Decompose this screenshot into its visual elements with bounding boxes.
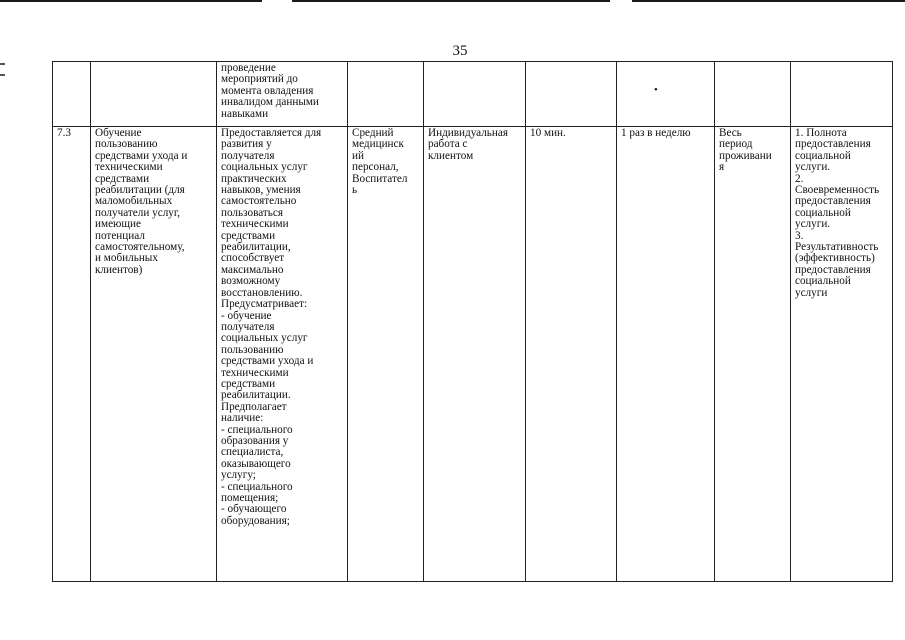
dot-mark: • [654, 84, 658, 96]
margin-mark [0, 74, 5, 76]
text-line: реабилитации (для [95, 184, 185, 197]
text-line: Своевременность [795, 184, 880, 197]
text-line: клиентом [428, 149, 474, 162]
top-border-gap [610, 0, 632, 2]
cell-number [53, 127, 91, 582]
text-line: проживани [719, 149, 772, 162]
text-line: услугу; [221, 469, 256, 482]
cell-staff [348, 127, 424, 582]
text-line: потенциал [95, 229, 145, 242]
text-line: средствами ухода и [221, 355, 314, 368]
text-line: инвалидом данными [221, 96, 319, 109]
text-line: период [719, 138, 753, 151]
cell-description [217, 127, 348, 582]
text-line: техническими [95, 161, 163, 174]
cell-duration [526, 62, 617, 127]
cell-criteria [791, 127, 893, 582]
text-line: средствами ухода и [95, 149, 188, 162]
text-line: 10 мин. [530, 127, 566, 139]
text-line: социальных услуг [221, 332, 308, 345]
cell-service [91, 62, 217, 127]
text-line: получатели услуг, [95, 206, 180, 219]
table-row-7-3 [53, 127, 893, 582]
text-line: предоставления [795, 263, 871, 276]
text-line: практических [221, 172, 287, 185]
text-line: самостоятельно [221, 195, 297, 208]
top-border-gap [262, 0, 292, 2]
text-line: мероприятий до [221, 73, 298, 86]
text-line: - обучающего [221, 503, 287, 516]
cell-form [424, 62, 526, 127]
text-line: получателя [221, 320, 275, 333]
text-line: реабилитации. [221, 389, 291, 402]
text-line: восстановлению. [221, 286, 303, 299]
text-line: реабилитации, [221, 241, 291, 254]
text-line: маломобильных [95, 195, 173, 208]
text-line: пользоваться [221, 206, 283, 219]
text-line: Индивидуальная [428, 127, 509, 139]
text-line: помещения; [221, 492, 279, 504]
text-line: навыков, умения [221, 184, 301, 197]
top-border-line [0, 0, 905, 2]
text-line: образования у [221, 434, 289, 447]
text-line: клиентов) [95, 263, 143, 276]
text-line: Предусматривает: [221, 298, 308, 311]
cell-duration [526, 127, 617, 582]
text-line: социальной [795, 275, 851, 288]
cell-criteria [791, 62, 893, 127]
cell-period [715, 62, 791, 127]
text-line: - специального [221, 423, 293, 436]
cell-frequency [617, 127, 715, 582]
text-line: и мобильных [95, 252, 158, 265]
text-line: возможному [221, 275, 281, 288]
row-number: 7.3 [57, 127, 71, 139]
text-line: - обучение [221, 309, 272, 322]
text-line: ий [352, 149, 364, 162]
text-line: специалиста, [221, 446, 284, 459]
text-line: услуги [795, 286, 828, 299]
services-table [52, 61, 893, 582]
text-line: имеющие [95, 218, 141, 231]
text-line: пользованию [95, 138, 158, 151]
text-line: способствует [221, 252, 285, 265]
text-line: медицинск [352, 138, 404, 151]
text-line: оборудования; [221, 514, 290, 527]
text-line: Весь [719, 127, 742, 139]
text-line: техническими [221, 218, 289, 231]
text-line: работа с [428, 138, 468, 151]
text-line: развития у [221, 138, 272, 151]
text-line: 2. [795, 172, 804, 185]
text-line: я [719, 161, 725, 174]
text-line: средствами [95, 172, 150, 185]
text-line: проведение [221, 62, 276, 74]
text-line: Средний [352, 127, 394, 139]
text-line: навыками [221, 107, 269, 120]
text-line: техническими [221, 366, 289, 379]
text-line: Воспитател [352, 172, 408, 185]
cell-description [217, 62, 348, 127]
text-line: оказывающего [221, 457, 291, 470]
text-line: социальной [795, 206, 851, 219]
text-line: персонал, [352, 161, 399, 174]
text-line: средствами [221, 377, 276, 390]
cell-period [715, 127, 791, 582]
text-line: пользованию [221, 343, 284, 356]
text-line: 3. [795, 229, 804, 242]
page-number: 35 [452, 43, 468, 59]
cell-number [53, 62, 91, 127]
text-line: максимально [221, 263, 284, 276]
text-line: ь [352, 184, 358, 197]
margin-mark [0, 63, 5, 65]
cell-staff [348, 62, 424, 127]
table-row-continuation [53, 62, 893, 127]
text-line: услуги. [795, 218, 831, 231]
text-line: предоставления [795, 138, 871, 151]
text-line: Результативность [795, 241, 879, 254]
text-line: средствами [221, 229, 276, 242]
text-line: социальных услуг [221, 161, 308, 174]
text-line: 1 раз в неделю [621, 127, 691, 139]
text-line: Обучение [95, 127, 142, 139]
cell-frequency [617, 62, 715, 127]
text-line: - специального [221, 480, 293, 493]
text-line: (эффективность) [795, 252, 875, 265]
text-line: самостоятельному, [95, 241, 185, 254]
text-line: наличие: [221, 412, 264, 425]
text-line: социальной [795, 149, 851, 162]
cell-form [424, 127, 526, 582]
cell-service [91, 127, 217, 582]
text-line: Предполагает [221, 400, 287, 413]
text-line: 1. Полнота [795, 127, 847, 139]
text-line: предоставления [795, 195, 871, 208]
text-line: момента овладения [221, 84, 314, 97]
text-line: Предоставляется для [221, 127, 322, 139]
text-line: получателя [221, 149, 275, 162]
text-line: услуги. [795, 161, 831, 174]
